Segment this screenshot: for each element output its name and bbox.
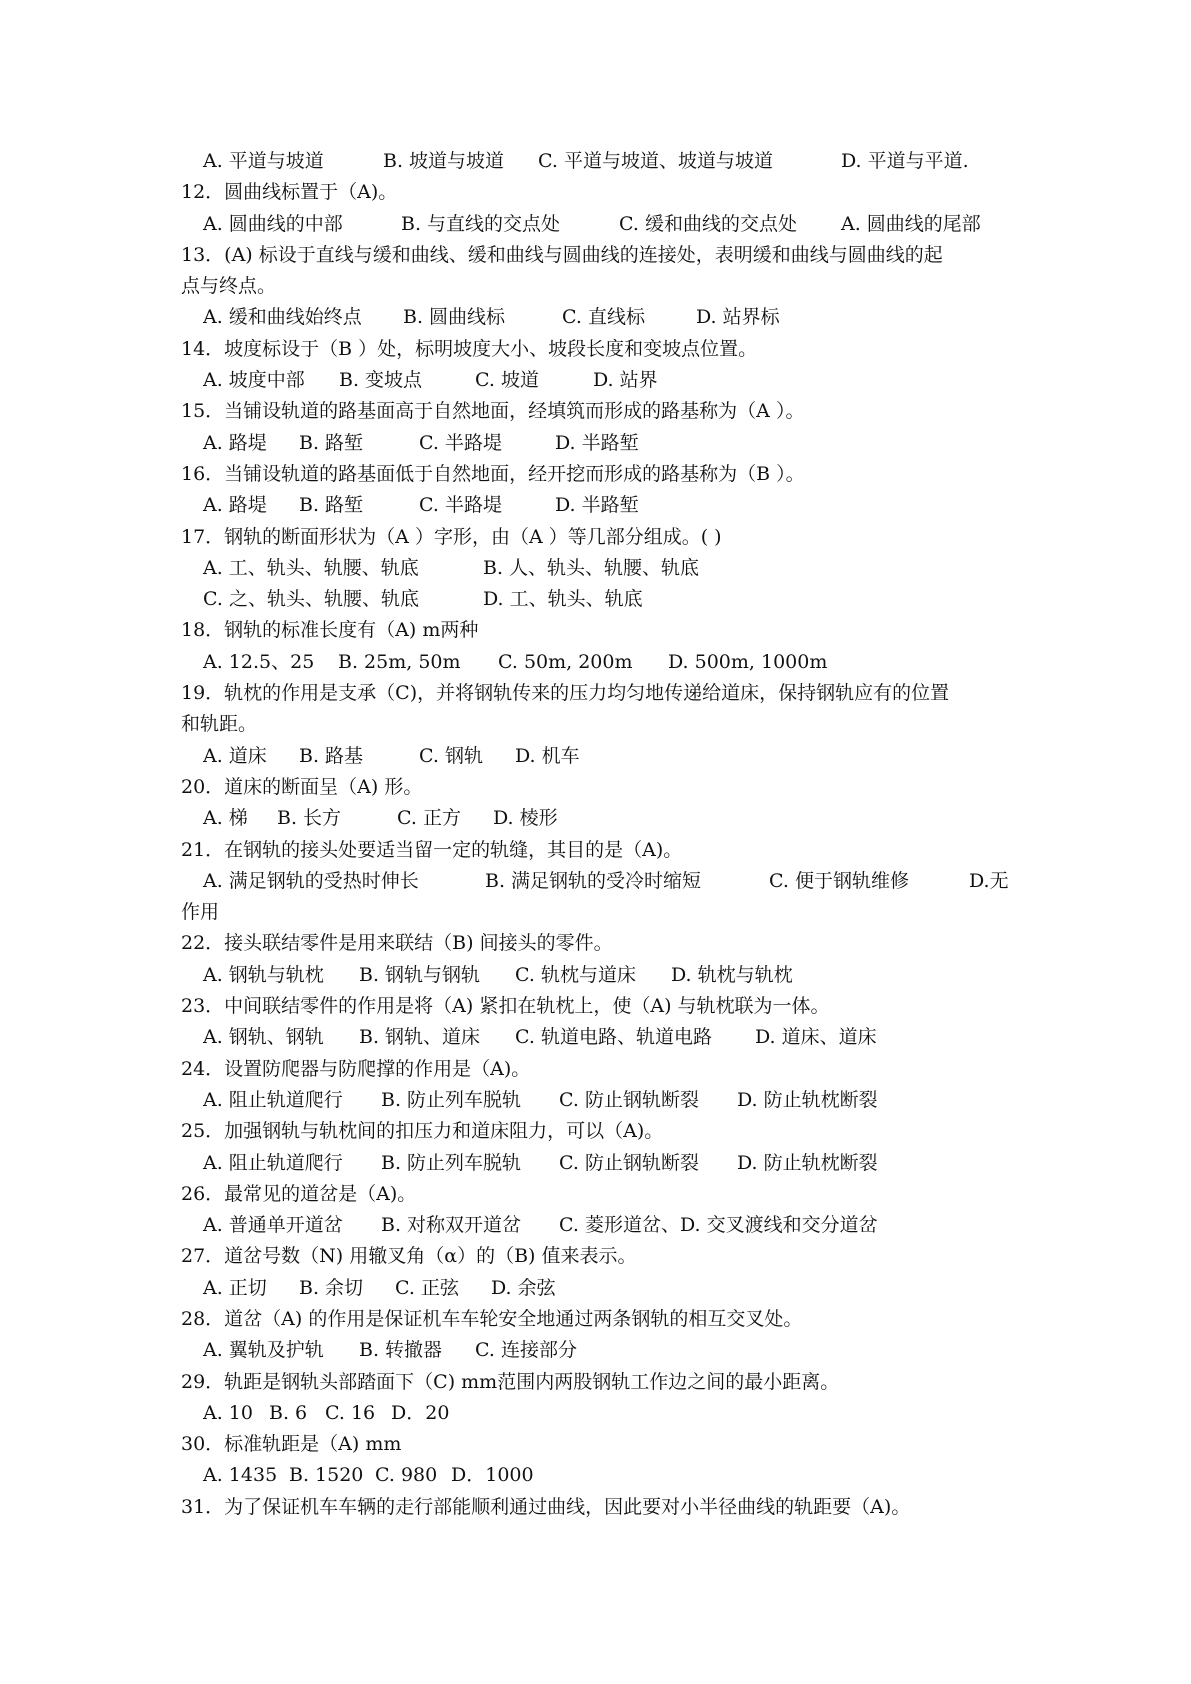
option-item: C. 直线标 xyxy=(562,306,645,329)
option-item: C. 正弦 xyxy=(395,1276,459,1299)
option-item: C. 半路堤 xyxy=(419,494,502,517)
option-item: A. 钢轨与轨枕 xyxy=(203,963,324,986)
option-item: C. 50m, 200m xyxy=(498,650,633,673)
options-row xyxy=(181,1335,1021,1366)
option-item: C. 防止钢轨断裂 xyxy=(559,1088,699,1111)
question-text: 20．道床的断面呈（A) 形。 xyxy=(181,775,423,798)
option-item: B. 满足钢轨的受冷时缩短 xyxy=(485,869,702,892)
options-row xyxy=(181,428,1021,459)
option-item: C. 便于钢轨维修 xyxy=(769,869,909,892)
option-item: C. 钢轨 xyxy=(419,744,483,767)
option-item: A. 路堤 xyxy=(203,431,267,454)
option-item: D. 机车 xyxy=(515,744,580,767)
options-row xyxy=(181,1210,1021,1241)
options-row xyxy=(181,1085,1021,1116)
question-text: 26．最常见的道岔是（A)。 xyxy=(181,1182,417,1205)
question-text: 31．为了保证机车车辆的走行部能顺利通过曲线，因此要对小半径曲线的轨距要（A)。 xyxy=(181,1495,911,1518)
options-row xyxy=(181,1022,1021,1053)
options-row xyxy=(181,1460,1021,1491)
question-text: 18．钢轨的标准长度有（A) m两种 xyxy=(181,619,479,642)
question-text: 30．标准轨距是（A) mm xyxy=(181,1433,402,1456)
option-item: B. 对称双开道岔 xyxy=(381,1214,522,1237)
option-item: D. 轨枕与轨枕 xyxy=(671,963,793,986)
option-item: A. 10 xyxy=(203,1401,253,1424)
question-text: 12．圆曲线标置于（A)。 xyxy=(181,181,398,204)
option-item: A. 坡度中部 xyxy=(203,369,305,392)
option-item: C. 轨道电路、轨道电路 xyxy=(515,1026,712,1049)
option-item: C. 轨枕与道床 xyxy=(515,963,636,986)
option-item: A. 圆曲线的尾部 xyxy=(841,212,981,235)
option-item: A. 1435 xyxy=(203,1464,278,1487)
question-text: 点与终点。 xyxy=(181,275,277,298)
option-item: D. 防止轨枕断裂 xyxy=(737,1088,878,1111)
option-item: B. 钢轨与钢轨 xyxy=(359,963,481,986)
option-item: A. 钢轨、钢轨 xyxy=(203,1026,324,1049)
option-item: B. 路基 xyxy=(299,744,364,767)
option-item: C. 防止钢轨断裂 xyxy=(559,1151,699,1174)
option-item: A. 翼轨及护轨 xyxy=(203,1339,324,1362)
options-row xyxy=(181,584,1021,615)
option-item: A. 梯 xyxy=(203,807,248,830)
question-text: 29．轨距是钢轨头部踏面下（C) mm范围内两股钢轨工作边之间的最小距离。 xyxy=(181,1370,840,1393)
option-item: C. 之、轨头、轨腰、轨底 xyxy=(203,588,419,611)
question-text: 19．轨枕的作用是支承（C)，并将钢轨传来的压力均匀地传递给道床，保持钢轨应有的位置 xyxy=(181,682,950,705)
option-item: B. 1520 xyxy=(289,1464,364,1487)
option-item: B. 钢轨、道床 xyxy=(359,1026,481,1049)
option-item: D. 半路堑 xyxy=(555,494,639,517)
option-item: B. 坡道与坡道 xyxy=(383,150,505,172)
option-item: A. 平道与坡道 xyxy=(203,150,324,172)
option-item: A. 普通单开道岔 xyxy=(203,1214,343,1237)
option-item: B. 路堑 xyxy=(299,494,364,517)
option-item: C. 半路堤 xyxy=(419,431,502,454)
question-text: 25．加强钢轨与轨枕间的扣压力和道床阻力，可以（A)。 xyxy=(181,1120,664,1143)
options-row xyxy=(181,553,1021,584)
option-item: B. 变坡点 xyxy=(339,369,423,392)
question-list xyxy=(181,146,1021,1523)
options-row xyxy=(181,866,1021,897)
option-item: A. 阻止轨道爬行 xyxy=(203,1151,343,1174)
option-item: D. 站界标 xyxy=(696,306,780,329)
options-row xyxy=(181,741,1021,772)
option-item: B. 防止列车脱轨 xyxy=(381,1088,522,1111)
option-item: C. 正方 xyxy=(397,807,461,830)
question-text: 和轨距。 xyxy=(181,713,258,736)
options-row xyxy=(181,1398,1021,1429)
option-item: B. 人、轨头、轨腰、轨底 xyxy=(483,556,700,579)
option-item: D. 平道与平道. xyxy=(841,150,969,172)
option-item: C. 菱形道岔、D. 交叉渡线和交分道岔 xyxy=(559,1214,878,1237)
question-text: 28．道岔（A) 的作用是保证机车车轮安全地通过两条钢轨的相互交叉处。 xyxy=(181,1307,803,1330)
option-item: A. 阻止轨道爬行 xyxy=(203,1088,343,1111)
option-item: A. 满足钢轨的受热时伸长 xyxy=(203,869,419,892)
option-item: D. 余弦 xyxy=(491,1276,556,1299)
option-item: C. 缓和曲线的交点处 xyxy=(619,212,797,235)
option-item: B. 余切 xyxy=(299,1276,364,1299)
option-item: D．20 xyxy=(391,1401,450,1424)
question-text: 作用 xyxy=(181,901,220,924)
option-item: D. 站界 xyxy=(593,369,658,392)
option-item: D. 半路堑 xyxy=(555,431,639,454)
options-row xyxy=(181,960,1021,991)
option-item: A. 缓和曲线始终点 xyxy=(203,306,362,329)
option-item: A. 正切 xyxy=(203,1276,267,1299)
option-item: D．1000 xyxy=(451,1464,534,1487)
option-item: A. 路堤 xyxy=(203,494,267,517)
options-row xyxy=(181,647,1021,678)
option-item: B. 防止列车脱轨 xyxy=(381,1151,522,1174)
option-item: A. 12.5、25 xyxy=(203,650,315,673)
option-item: C. 连接部分 xyxy=(475,1339,577,1362)
option-item: D. 防止轨枕断裂 xyxy=(737,1151,878,1174)
options-row xyxy=(181,146,1021,177)
question-text: 15．当铺设轨道的路基面高于自然地面，经填筑而形成的路基称为（A ）。 xyxy=(181,400,805,423)
options-row xyxy=(181,490,1021,521)
option-item: C. 980 xyxy=(375,1464,438,1487)
option-item: B. 路堑 xyxy=(299,431,364,454)
question-text: 27．道岔号数（N) 用辙叉角（α）的（B) 值来表示。 xyxy=(181,1245,637,1268)
options-row xyxy=(181,209,1021,240)
option-item: D. 道床、道床 xyxy=(755,1026,877,1049)
question-text: 24．设置防爬器与防爬撑的作用是（A)。 xyxy=(181,1057,531,1080)
question-text: 23．中间联结零件的作用是将（A) 紧扣在轨枕上，使（A) 与轨枕联为一体。 xyxy=(181,995,830,1018)
options-row xyxy=(181,1148,1021,1179)
option-item: C. 16 xyxy=(325,1401,376,1424)
option-item: C. 坡道 xyxy=(475,369,539,392)
option-item: B. 25m, 50m xyxy=(338,650,461,673)
option-item: D. 棱形 xyxy=(493,807,558,830)
option-item: B. 与直线的交点处 xyxy=(401,212,561,235)
options-row xyxy=(181,302,1021,333)
option-item: A. 道床 xyxy=(203,744,267,767)
option-item: A. 工、轨头、轨腰、轨底 xyxy=(203,556,419,579)
question-text: 13．(A) 标设于直线与缓和曲线、缓和曲线与圆曲线的连接处，表明缓和曲线与圆曲线的起 xyxy=(181,243,943,266)
options-row xyxy=(181,365,1021,396)
options-row xyxy=(181,1273,1021,1304)
question-text: 17．钢轨的断面形状为（A ）字形，由（A ）等几部分组成。( ) xyxy=(181,525,722,548)
question-text: 14．坡度标设于（B ）处，标明坡度大小、坡段长度和变坡点位置。 xyxy=(181,337,758,360)
question-text: 22．接头联结零件是用来联结（B) 间接头的零件。 xyxy=(181,932,613,955)
options-row xyxy=(181,803,1021,834)
option-item: A. 圆曲线的中部 xyxy=(203,212,343,235)
option-item: D.无 xyxy=(969,869,1009,892)
option-item: C. 平道与坡道、坡道与坡道 xyxy=(538,150,773,172)
option-item: B. 圆曲线标 xyxy=(403,306,506,329)
option-item: D. 工、轨头、轨底 xyxy=(483,588,643,611)
option-item: D. 500m, 1000m xyxy=(668,650,828,673)
option-item: B. 转撤器 xyxy=(359,1339,443,1362)
question-text: 21．在钢轨的接头处要适当留一定的轨缝，其目的是（A)。 xyxy=(181,838,683,861)
option-item: B. 6 xyxy=(269,1401,308,1424)
question-text: 16．当铺设轨道的路基面低于自然地面，经开挖而形成的路基称为（B ）。 xyxy=(181,462,805,485)
option-item: B. 长方 xyxy=(277,807,342,830)
